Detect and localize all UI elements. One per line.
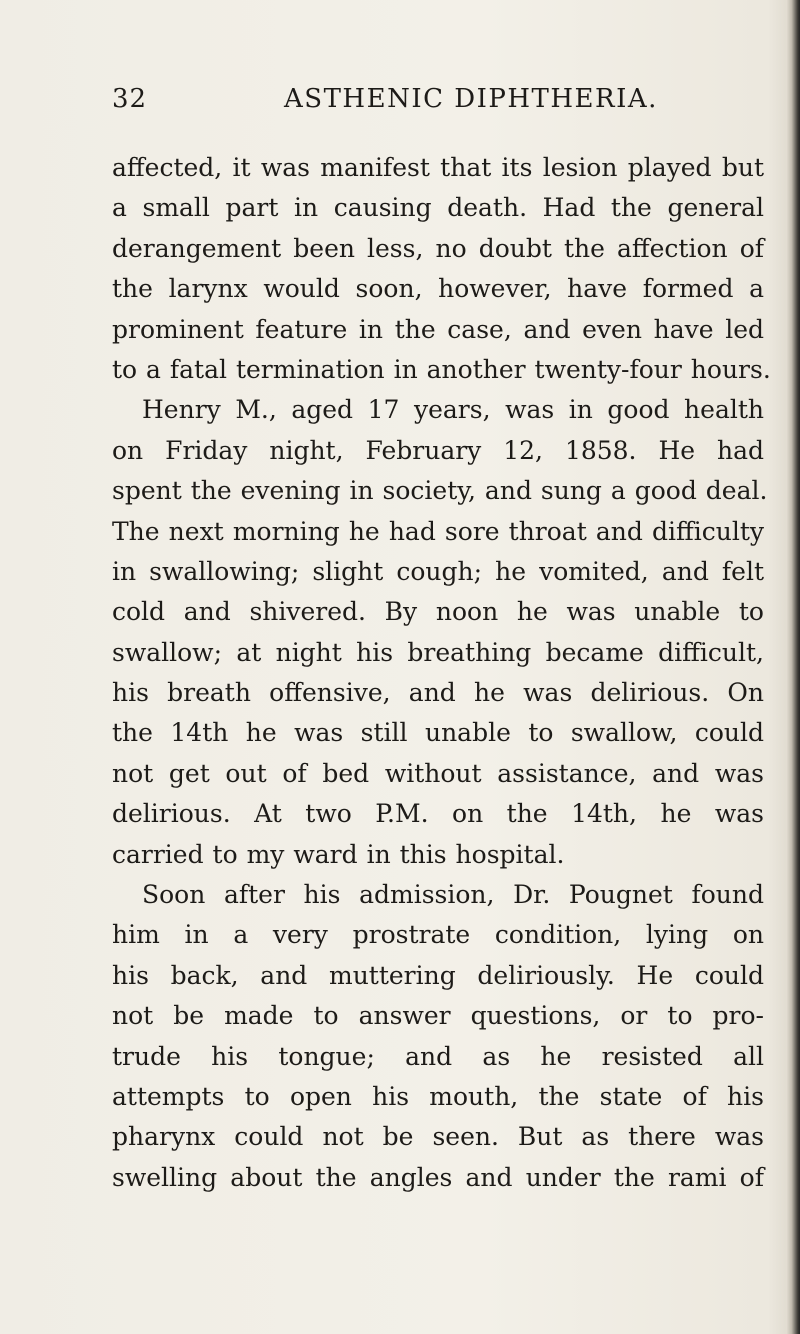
text-line: the larynx would soon, however, have formed a: [112, 274, 764, 304]
running-head: ASTHENIC DIPHTHERIA.: [284, 84, 658, 114]
text-line: in swallowing; slight cough; he vomited, and felt: [112, 556, 764, 586]
text-line: carried to my ward in this hospital.: [112, 839, 565, 869]
text-line: Soon after his admission, Dr. Pougnet found: [142, 880, 764, 910]
text-line: pharynx could not be seen. But as there was: [112, 1122, 764, 1152]
text-line: him in a very prostrate condition, lying on: [112, 920, 764, 950]
text-line: cold and shivered. By noon he was unable to: [112, 597, 764, 627]
page-edge-shadow: [786, 0, 800, 1334]
text-line: his back, and muttering deliriously. He could: [112, 960, 764, 990]
text-line: a small part in causing death. Had the general: [112, 193, 764, 223]
text-line: attempts to open his mouth, the state of his: [112, 1081, 764, 1111]
text-line: affected, it was manifest that its lesion played but: [112, 153, 764, 182]
text-line: to a fatal termination in another twenty-four hours.: [112, 354, 771, 384]
text-line: not get out of bed without assistance, and was: [112, 758, 764, 788]
text-line: trude his tongue; and as he resisted all: [112, 1041, 764, 1071]
text-line: Henry M., aged 17 years, was in good health: [142, 395, 764, 425]
text-line: his breath offensive, and he was delirious. On: [112, 678, 764, 708]
text-line: swelling about the angles and under the rami of: [112, 1162, 764, 1192]
text-line: not be made to answer questions, or to pro-: [112, 1001, 764, 1031]
text-line: delirious. At two P.M. on the 14th, he was: [112, 799, 764, 829]
page-header: [112, 84, 772, 124]
text-line: derangement been less, no doubt the affection of: [112, 233, 764, 263]
text-line: on Friday night, February 12, 1858. He had: [112, 435, 764, 465]
page-number: 32: [112, 84, 148, 114]
text-line: spent the evening in society, and sung a good deal.: [112, 476, 768, 506]
text-line: swallow; at night his breathing became difficult,: [112, 637, 764, 667]
text-line: The next morning he had sore throat and difficulty: [112, 516, 764, 546]
text-line: the 14th he was still unable to swallow, could: [112, 718, 764, 748]
body-text: [112, 148, 771, 1198]
text-line: prominent feature in the case, and even have led: [112, 314, 764, 344]
